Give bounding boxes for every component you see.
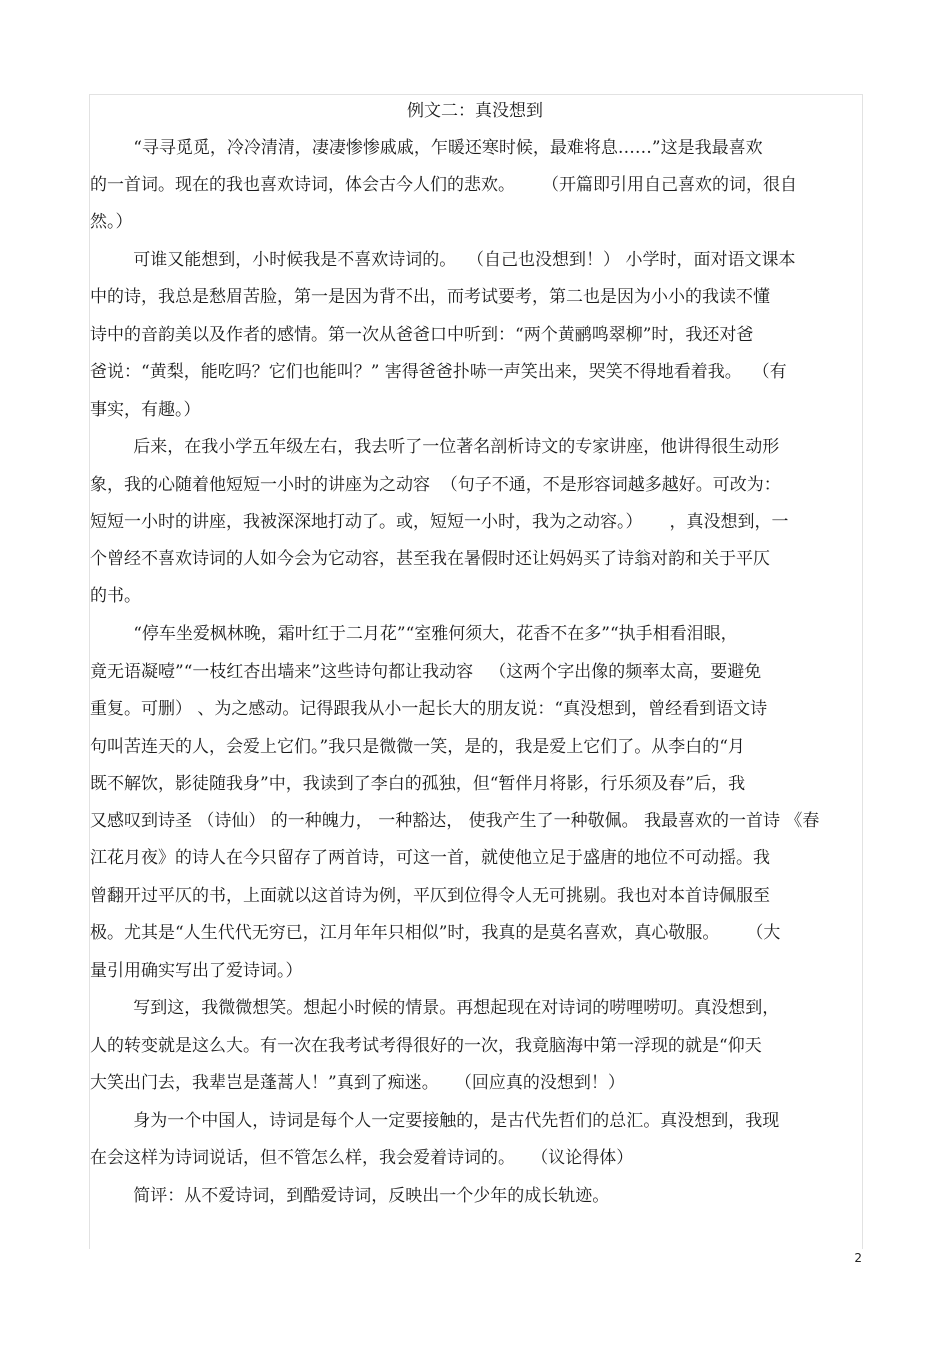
text-line: 象，我的心随着他短短一小时的讲座为之动容 （句子不通，不是形容词越多越好。可改为： [90,475,781,495]
text-line: 又感叹到诗圣 （诗仙） 的一种魄力， 一种豁达， 使我产生了一种敬佩。 我最喜欢的一首诗 《春 [90,811,820,831]
text-line: 极。尤其是“人生代代无穷已，江月年年只相似”时，我真的是莫名喜欢，真心敬服。 （大 [90,923,781,943]
text-line: “停车坐爱枫林晚，霜叶红于二月花”“室雅何须大，花香不在多”“执手相看泪眼， [90,624,738,644]
text-line: 曾翻开过平仄的书，上面就以这首诗为例，平仄到位得令人无可挑剔。我也对本首诗佩服至 [90,886,770,906]
page-number: 2 [854,1251,862,1265]
text-line: 中的诗，我总是愁眉苦脸，第一是因为背不出，而考试要考，第二也是因为小小的我读不懂 [90,287,770,307]
text-line: 句叫苦连天的人，会爱上它们。”我只是微微一笑，是的，我是爱上它们了。从李白的“月 [90,737,745,757]
text-line: “寻寻觅觅，冷冷清清，凄凄惨惨戚戚，乍暖还寒时候，最难将息……”这是我最喜欢 [90,138,763,158]
text-line: 大笑出门去，我辈岂是蓬蒿人！”真到了痴迷。 （回应真的没想到！） [90,1073,625,1093]
text-line: 短短一小时的讲座，我被深深地打动了。或，短短一小时，我为之动容。） ，真没想到，一 [90,512,789,532]
essay-title: 例文二：真没想到 [407,101,543,121]
text-line: 然。） [90,212,133,232]
text-line: 既不解饮，影徒随我身”中，我读到了李白的孤独，但“暂伴月将影，行乐须及春”后，我 [90,774,746,794]
text-line: 简评：从不爱诗词，到酷爱诗词，反映出一个少年的成长轨迹。 [90,1186,610,1206]
text-line: 的书。 [90,586,141,606]
text-line: 个曾经不喜欢诗词的人如今会为它动容，甚至我在暑假时还让妈妈买了诗翁对韵和关于平仄 [90,549,770,569]
text-line: 写到这，我微微想笑。想起小时候的情景。再想起现在对诗词的唠哩唠叨。真没想到， [90,998,780,1018]
text-line: 在会这样为诗词说话，但不管怎么样，我会爱着诗词的。 （议论得体） [90,1148,634,1168]
text-line: 可谁又能想到，小时候我是不喜欢诗词的。 （自己也没想到！） 小学时，面对语文课本 [90,250,796,270]
text-line: 诗中的音韵美以及作者的感情。第一次从爸爸口中听到：“两个黄鹂鸣翠柳”时，我还对爸 [90,325,754,345]
text-line: 竟无语凝噎”“一枝红杏出墙来”这些诗句都让我动容 （这两个字出像的频率太高，要避免 [90,662,762,682]
text-line: 江花月夜》的诗人在今只留存了两首诗，可这一首，就使他立足于盛唐的地位不可动摇。我 [90,848,770,868]
text-line: 后来，在我小学五年级左右，我去听了一位著名剖析诗文的专家讲座，他讲得很生动形 [90,437,780,457]
text-line: 的一首词。现在的我也喜欢诗词，体会古今人们的悲欢。 （开篇即引用自己喜欢的词，很自 [90,175,798,195]
text-line: 事实，有趣。） [90,400,201,420]
text-line: 重复。可删） 、为之感动。记得跟我从小一起长大的朋友说：“真没想到，曾经看到语文诗 [90,699,768,719]
text-line: 人的转变就是这么大。有一次在我考试考得很好的一次，我竟脑海中第一浮现的就是“仰天 [90,1036,762,1056]
text-line: 量引用确实写出了爱诗词。） [90,961,303,981]
text-line: 爸说：“黄梨，能吃吗？它们也能叫？” 害得爸爸扑哧一声笑出来，哭笑不得地看着我。 （有 [90,362,787,382]
text-line: 身为一个中国人，诗词是每个人一定要接触的，是古代先哲们的总汇。真没想到，我现 [90,1111,780,1131]
